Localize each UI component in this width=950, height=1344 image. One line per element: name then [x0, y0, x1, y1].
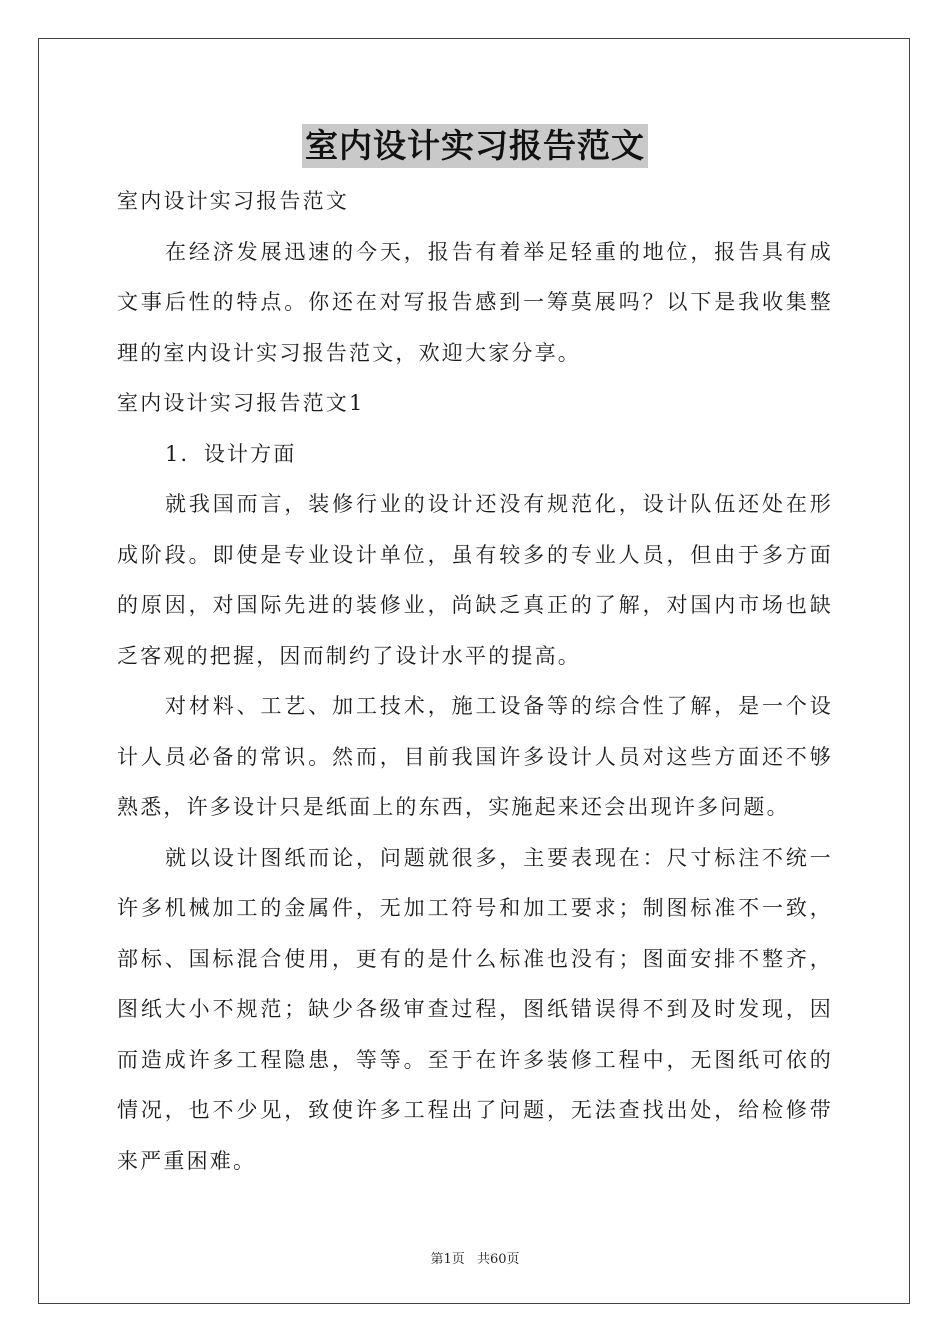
title-container	[0, 124, 950, 168]
page-footer	[0, 1248, 950, 1267]
body-paragraph: 对材料、工艺、加工技术，施工设备等的综合性了解，是一个设计人员必备的常识。然而，目前我国许多设计人员对这些方面还不够熟悉，许多设计只是纸面上的东西，实施起来还会出现许多问题。	[117, 694, 833, 819]
section-heading: 室内设计实习报告范文1	[117, 391, 365, 415]
document-title: 室内设计实习报告范文	[302, 124, 648, 168]
body-paragraph: 就我国而言，装修行业的设计还没有规范化，设计队伍还处在形成阶段。即使是专业设计单位，虽有较多的专业人员，但由于多方面的原因，对国际先进的装修业，尚缺乏真正的了解，对国内市场也缺乏客观的把握，因而制约了设计水平的提高。	[117, 492, 833, 668]
subsection-heading: 1．设计方面	[165, 441, 297, 466]
intro-paragraph: 在经济发展迅速的今天，报告有着举足轻重的地位，报告具有成文事后性的特点。你还在对写报告感到一筹莫展吗？以下是我收集整理的室内设计实习报告范文，欢迎大家分享。	[117, 239, 833, 365]
body-paragraph: 就以设计图纸而论，问题就很多，主要表现在：尺寸标注不统一许多机械加工的金属件，无加工符号和加工要求；制图标准不一致，部标、国标混合使用，更有的是什么标准也没有；图面安排不整齐，图纸大小不规范；缺少各级审查过程，图纸错误得不到及时发现，因而造成许多工程隐患，等等。至于在许多装修工程中，无图纸可依的情况，也不少见，致使许多工程出了问题，无法查找出处，给检修带来严重困难。	[117, 845, 833, 1173]
subtitle-paragraph: 室内设计实习报告范文	[117, 189, 349, 213]
document-body	[117, 176, 833, 1186]
page-total: 共60页	[476, 1252, 520, 1267]
page-number: 第1页	[430, 1252, 465, 1267]
